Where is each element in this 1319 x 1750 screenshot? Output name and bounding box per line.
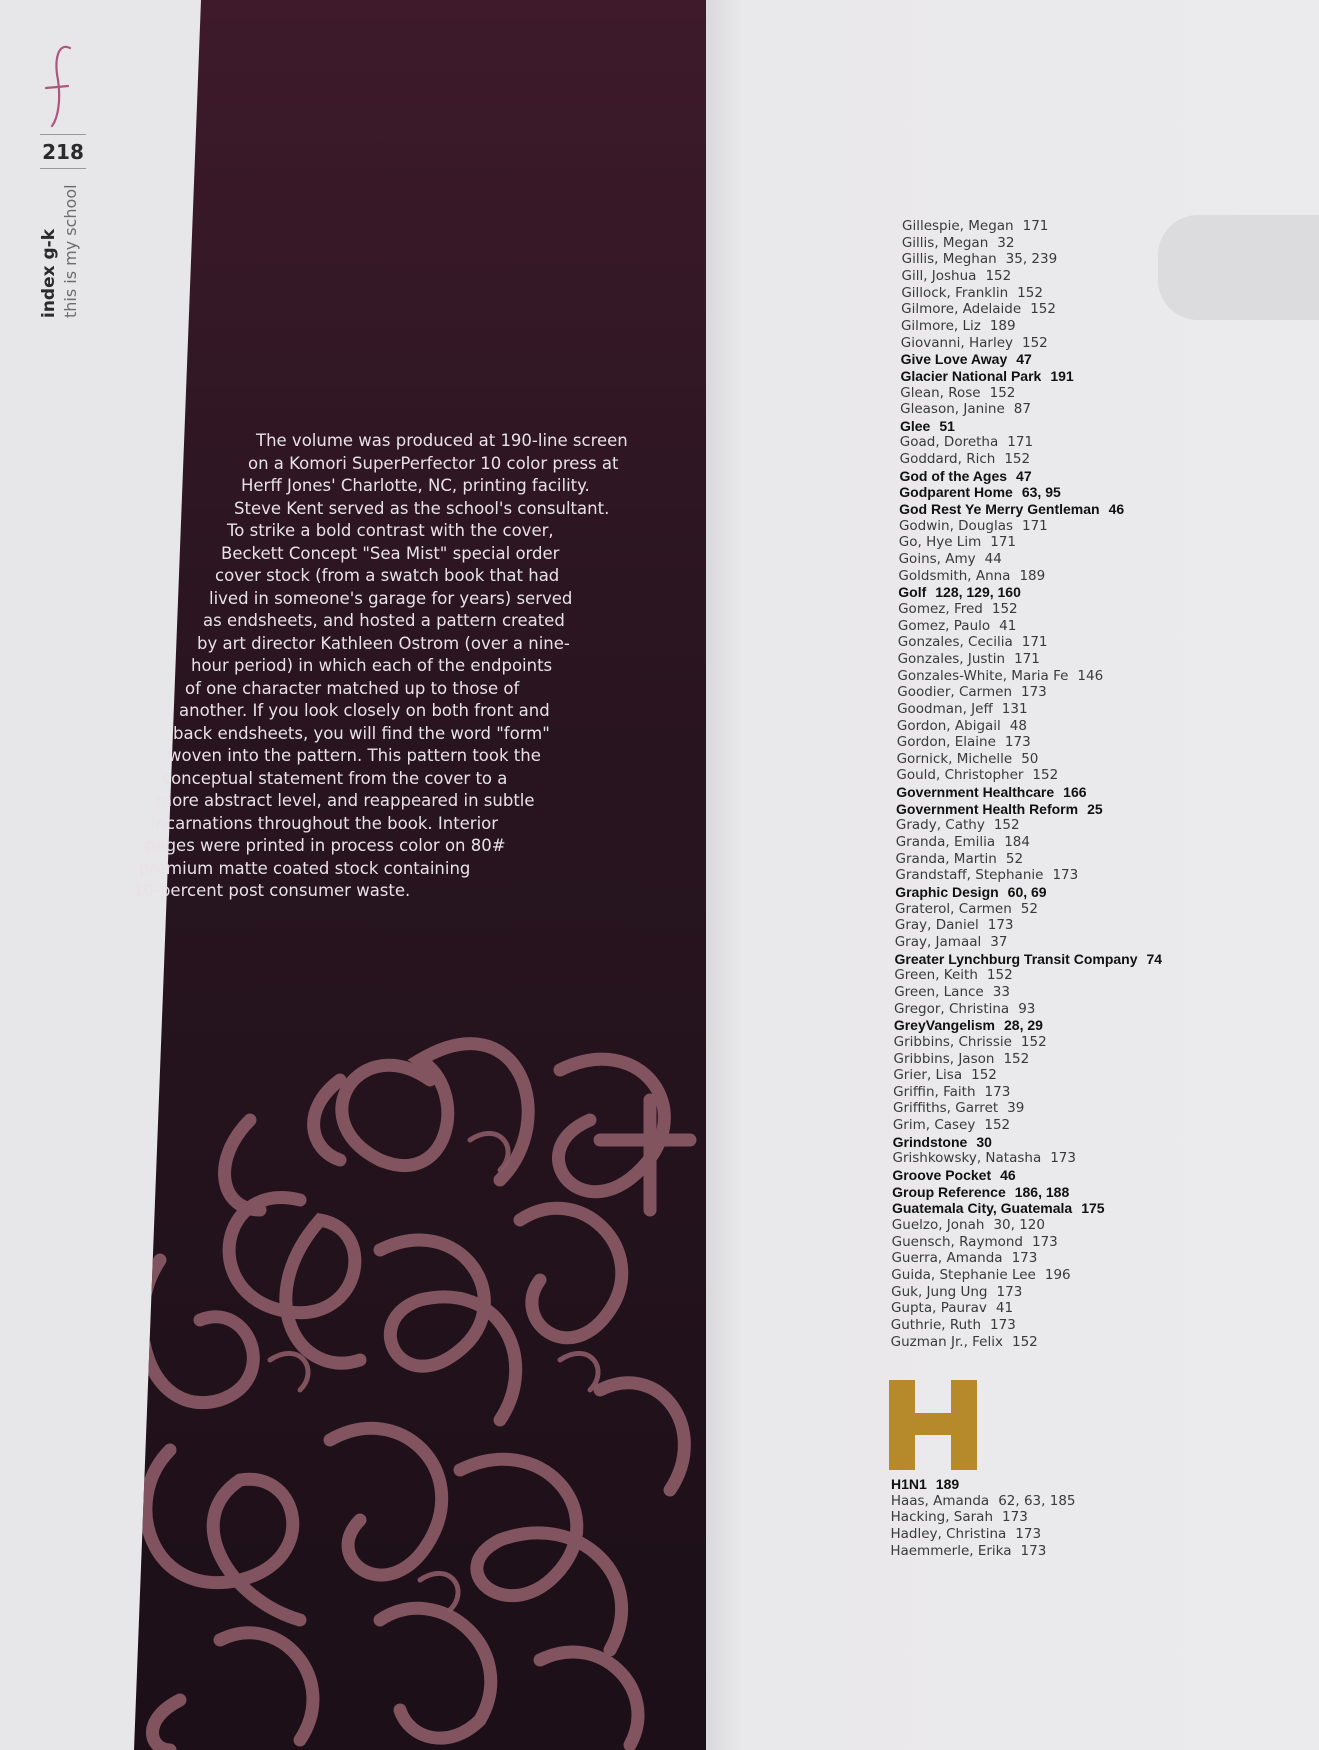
page-number: 218 [42,140,84,164]
index-entry-pages: 47 [1016,467,1032,484]
index-entry-pages: 173 [1031,1233,1058,1250]
index-topic-entry [892,1184,1069,1200]
index-entry-name: Glee [899,417,931,434]
index-name-entry [897,734,1031,750]
index-name-entry [895,917,1014,933]
colophon-line: pages were printed in process color on 80# [145,836,506,855]
colophon-line: of one character matched up to those of [185,678,520,698]
index-name-entry [890,1526,1041,1542]
index-entry-name: Gomez, Fred [898,600,983,617]
index-entry-pages: 189 [935,1476,960,1492]
section-letter-h [889,1380,977,1470]
index-entry-name: Goad, Doretha [899,434,999,451]
index-entry-pages: 152 [1004,451,1031,468]
index-entry-pages: 146 [1077,667,1104,684]
index-entry-name: Guzman Jr., Felix [890,1333,1003,1350]
index-entry-name: Gribbins, Jason [893,1050,995,1067]
index-entry-name: Giovanni, Harley [900,334,1013,351]
index-name-entry [892,1234,1058,1250]
index-entry-name: Goodier, Carmen [897,684,1012,701]
index-entry-pages: 52 [1020,900,1038,917]
index-entry-name: Guensch, Raymond [891,1233,1023,1250]
index-entry-pages: 189 [1019,567,1046,584]
index-entry-name: Gordon, Abigail [896,717,1001,734]
index-entry-name: Glean, Rose [900,384,981,401]
index-topic-entry [899,501,1124,517]
index-entry-pages: 30 [976,1133,992,1150]
colophon-line: Beckett Concept "Sea Mist" special order [221,543,560,563]
index-entry-name: Gleason, Janine [900,401,1005,418]
section-slogan: this is my school [61,184,80,318]
colophon-line: lived in someone's garage for years) served [209,588,573,608]
colophon-line: on a Komori SuperPerfector 10 color press at [248,453,619,473]
colophon-line: hour period) in which each of the endpoints [191,656,553,675]
index-entry-pages: 152 [1017,284,1043,301]
index-entry-name: Guida, Stephanie Lee [891,1266,1036,1283]
index-entry-pages: 171 [1022,218,1049,234]
index-entry-pages: 152 [991,600,1018,617]
index-name-entry [897,684,1047,700]
colophon-line: more abstract level, and reappeared in subtle [156,791,535,810]
index-entry-pages: 33 [992,983,1010,1000]
index-name-entry [893,1084,1010,1100]
index-entry-pages: 173 [996,1283,1023,1300]
index-entry-name: Government Health Reform [896,800,1079,817]
index-entry-name: Hadley, Christina [890,1525,1007,1542]
index-entry-name: Granda, Martin [895,850,997,867]
index-entry-pages: 186, 188 [1014,1183,1070,1200]
index-entry-pages: 173 [1050,1150,1076,1167]
index-name-entry [899,534,1016,550]
index-name-entry [893,1067,997,1083]
index-entry-pages: 175 [1081,1200,1105,1217]
index-name-entry [897,718,1027,734]
index-name-entry [891,1509,1028,1525]
index-entry-name: Glacier National Park [900,367,1042,384]
index-topic-entry [901,351,1032,367]
index-entry-pages: 171 [1007,434,1034,451]
index-entry-name: Gray, Daniel [894,917,979,934]
index-entry-pages: 25 [1087,800,1103,817]
index-name-entry [898,634,1048,650]
index-entry-pages: 48 [1009,717,1027,734]
index-name-entry [901,285,1043,301]
index-entry-pages: 173 [1002,1509,1028,1526]
index-topic-entry [896,801,1103,817]
index-name-entry [901,301,1056,317]
index-entry-name: Graphic Design [895,884,999,900]
index-entry-pages: 152 [1022,334,1048,351]
index-topic-entry [900,418,955,434]
index-entry-pages: 173 [1020,1542,1047,1559]
index-entry-name: Gray, Jamaal [894,933,982,950]
index-entry-pages: 46 [1000,1167,1016,1184]
index-entry-pages: 173 [984,1083,1011,1100]
index-entry-pages: 37 [990,933,1008,950]
index-entry-name: Goldsmith, Anna [898,567,1011,584]
index-entry-pages: 171 [1022,517,1048,534]
colophon-line: premium matte coated stock containing [139,858,471,878]
index-name-entry [891,1300,1013,1316]
index-entry-name: Graterol, Carmen [895,900,1012,917]
index-name-entry [902,251,1058,267]
colophon-line: back endsheets, you will find the word "form" [173,723,550,743]
index-topic-entry [892,1200,1105,1216]
index-name-entry [898,651,1040,667]
index-entry-name: Grishkowsky, Natasha [892,1150,1042,1167]
index-name-entry [900,451,1031,467]
index-entry-pages: 41 [995,1300,1014,1317]
index-entry-pages: 173 [1052,867,1079,884]
index-entry-pages: 191 [1050,367,1074,384]
colophon-line: woven into the pattern. This pattern took the [168,746,541,765]
index-entry-name: Guerra, Amanda [891,1250,1003,1267]
index-entry-name: GreyVangelism [893,1017,996,1034]
index-entry-name: Griffin, Faith [893,1083,976,1100]
index-entry-name: Guelzo, Jonah [891,1217,985,1233]
index-entry-name: Go, Hye Lim [898,534,982,551]
index-entry-pages: 184 [1004,834,1030,851]
index-name-entry [896,834,1030,850]
index-entry-pages: 50 [1021,750,1039,767]
index-entry-name: God of the Ages [899,467,1008,484]
index-name-entry [901,335,1048,351]
index-name-entry [900,401,1031,417]
index-name-entry [894,984,1010,1000]
index-entry-pages: 52 [1005,850,1024,867]
index-entry-name: Green, Keith [894,967,978,984]
index-entry-name: H1N1 [891,1476,927,1492]
index-entry-name: Godwin, Douglas [898,517,1013,534]
index-entry-name: Gilmore, Adelaide [901,301,1022,318]
script-letter-f-icon [28,40,88,130]
index-entry-name: Greater Lynchburg Transit Company [894,950,1138,967]
colophon-line: Steve Kent served as the school's consultant. [234,498,610,518]
index-entry-name: Hacking, Sarah [890,1509,994,1526]
index-entry-pages: 152 [1011,1333,1038,1350]
index-entry-pages: 152 [989,384,1016,401]
index-entry-name: Gornick, Michelle [896,750,1013,767]
index-name-entry [899,518,1048,534]
index-entry-pages: 74 [1146,950,1163,967]
index-name-entry [897,668,1103,684]
index-entry-pages: 60, 69 [1007,884,1047,900]
index-topic-entry [895,951,1163,967]
index-entry-pages: 152 [1020,1033,1047,1050]
index-entry-name: Grady, Cathy [895,817,985,834]
index-topic-entry [891,1476,959,1492]
index-name-entry [891,1284,1022,1300]
index-entry-name: Gordon, Elaine [896,734,996,751]
colophon-line: 10-percent post consumer waste. [133,881,411,900]
index-entry-pages: 171 [1014,650,1040,667]
index-entry-name: Goodman, Jeff [897,700,993,717]
index-topic-entry [900,368,1073,384]
index-entry-name: Give Love Away [900,351,1008,368]
index-entry-pages: 41 [999,617,1017,634]
index-entry-pages: 93 [1018,1000,1036,1017]
colophon-line: incarnations throughout the book. Interior [151,813,499,833]
index-topic-entry [894,1017,1043,1033]
index-topic-entry [892,1167,1015,1183]
index-entry-name: Golf [898,584,927,601]
index-name-entry [894,967,1012,983]
index-entry-name: Goins, Amy [898,551,976,567]
index-entry-name: Government Healthcare [896,784,1055,801]
index-entry-name: Gillis, Megan [901,234,989,251]
index-name-entry [891,1493,1076,1509]
index-entry-name: Gribbins, Chrissie [893,1033,1012,1050]
index-entry-pages: 173 [1021,684,1047,701]
index-entry-pages: 152 [984,1117,1011,1134]
index-entry-pages: 62, 63, 185 [998,1492,1076,1509]
index-entry-pages: 152 [1003,1050,1030,1067]
index-entry-pages: 171 [990,534,1017,551]
index-entry-name: Godparent Home [899,484,1013,501]
index-name-entry [891,1267,1070,1283]
index-name-entry [892,1217,1045,1233]
index-name-entry [898,618,1016,634]
index-entry-pages: 152 [971,1067,997,1084]
colophon-line: Herff Jones' Charlotte, NC, printing facility. [241,476,590,495]
index-entry-name: Goddard, Rich [899,451,996,468]
index-name-entry [892,1150,1076,1166]
index-entry-pages: 87 [1013,401,1031,418]
index-entry-name: God Rest Ye Merry Gentleman [899,501,1100,518]
index-name-entry [893,1100,1024,1116]
index-entry-pages: 173 [1004,734,1031,751]
index-topic-entry [899,468,1031,484]
index-entry-pages: 51 [939,417,955,434]
index-entry-pages: 171 [1021,634,1048,651]
index-name-entry [901,268,1011,284]
index-name-entry [895,934,1008,950]
index-entry-pages: 39 [1007,1100,1025,1117]
index-entry-name: Grim, Casey [892,1117,976,1134]
section-tab [38,168,90,318]
index-name-entry [897,751,1039,767]
index-name-entry [900,434,1033,450]
tab-rule-top [40,134,86,135]
index-entry-pages: 44 [984,551,1002,567]
index-entry-pages: 152 [985,267,1012,284]
index-entry-name: Gomez, Paulo [897,617,991,634]
index-name-entry [890,1543,1046,1559]
index-name-entry [900,385,1015,401]
colophon-line: as endsheets, and hosted a pattern created [203,611,565,630]
index-entry-name: Gonzales, Justin [897,650,1006,667]
index-entry-pages: 32 [997,234,1015,251]
index-entry-pages: 152 [986,967,1013,984]
index-name-entry [902,218,1048,234]
index-entry-name: Gilmore, Liz [900,317,981,334]
index-entry-name: Gonzales-White, Maria Fe [897,667,1069,684]
index-entry-name: Gould, Christopher [896,767,1024,784]
index-entry-name: Grindstone [892,1133,968,1150]
index-entry-name: Griffiths, Garret [892,1100,999,1117]
index-entry-pages: 152 [993,817,1020,834]
ghost-letter-shape [1158,215,1319,320]
index-topic-entry [899,484,1061,500]
colophon-text [133,430,678,903]
colophon-line: The volume was produced at 190-line screen [256,431,628,450]
index-entry-name: Gill, Joshua [901,267,977,284]
index-topic-entry [893,1134,992,1150]
index-entry-pages: 30, 120 [993,1217,1045,1233]
index-entry-pages: 166 [1063,784,1087,801]
index-entry-name: Granda, Emilia [895,834,996,851]
index-name-entry [897,701,1027,717]
index-entry-pages: 35, 239 [1005,251,1058,268]
index-entry-pages: 152 [1032,767,1059,784]
index-entry-pages: 46 [1108,501,1125,518]
index-entry-name: Guatemala City, Guatemala [891,1200,1073,1217]
index-name-entry [891,1334,1038,1350]
section-label: index g-k [39,228,59,318]
index-name-entry [898,568,1045,584]
index-entry-pages: 173 [1015,1525,1042,1542]
index-entry-pages: 28, 29 [1004,1017,1043,1034]
index-entry-name: Grier, Lisa [893,1067,963,1084]
index-name-entry [891,1250,1037,1266]
index-name-entry [891,1317,1016,1333]
index-name-entry [895,901,1038,917]
index-name-entry [902,235,1015,251]
index-entry-name: Haas, Amanda [890,1492,990,1509]
colophon-line: by art director Kathleen Ostrom (over a nine- [197,633,570,653]
index-name-entry [894,1001,1035,1017]
index-entry-name: Gillespie, Megan [902,218,1014,234]
index-entry-pages: 196 [1044,1266,1071,1283]
index-entry-name: Green, Lance [894,983,984,1000]
index-name-entry [901,318,1016,334]
index-entry-name: Guthrie, Ruth [890,1316,982,1333]
index-entry-name: Group Reference [892,1183,1006,1200]
index-entry-name: Gillis, Meghan [901,251,997,268]
index-name-entry [896,767,1058,783]
index-name-entry [899,551,1002,567]
index-name-entry [894,1051,1030,1067]
index-entry-name: Groove Pocket [892,1167,992,1184]
index-entry-pages: 173 [990,1316,1016,1333]
index-entry-pages: 47 [1016,351,1032,368]
index-entry-pages: 189 [989,317,1016,334]
index-topic-entry [896,784,1086,800]
colophon-line: cover stock (from a swatch book that had [215,566,560,585]
index-entry-pages: 173 [987,917,1014,934]
index-name-entry [896,817,1020,833]
index-entry-pages: 63, 95 [1021,484,1061,501]
index-name-entry [898,601,1018,617]
index-entry-pages: 152 [1030,301,1056,318]
index-entry-name: Haemmerle, Erika [890,1542,1012,1559]
index-name-entry [894,1034,1047,1050]
colophon-line: another. If you look closely on both front and [179,701,550,720]
index-entry-pages: 131 [1001,700,1028,717]
index-topic-entry [898,584,1021,600]
index-entry-name: Gillock, Franklin [901,284,1009,301]
colophon-line: To strike a bold contrast with the cover, [227,521,554,540]
index-name-entry [893,1117,1010,1133]
index-entry-name: Grandstaff, Stephanie [895,867,1044,884]
index-entry-name: Gonzales, Cecilia [897,634,1013,651]
index-entry-name: Gupta, Paurav [890,1300,987,1317]
index-entry-pages: 173 [1011,1250,1038,1267]
index-name-entry [896,851,1024,867]
colophon-line: conceptual statement from the cover to a [162,768,508,788]
index-entry-name: Guk, Jung Ung [891,1283,988,1300]
index-entry-pages: 128, 129, 160 [935,584,1021,601]
index-name-entry [895,867,1078,883]
index-topic-entry [895,884,1046,900]
index-entry-name: Gregor, Christina [894,1000,1010,1017]
